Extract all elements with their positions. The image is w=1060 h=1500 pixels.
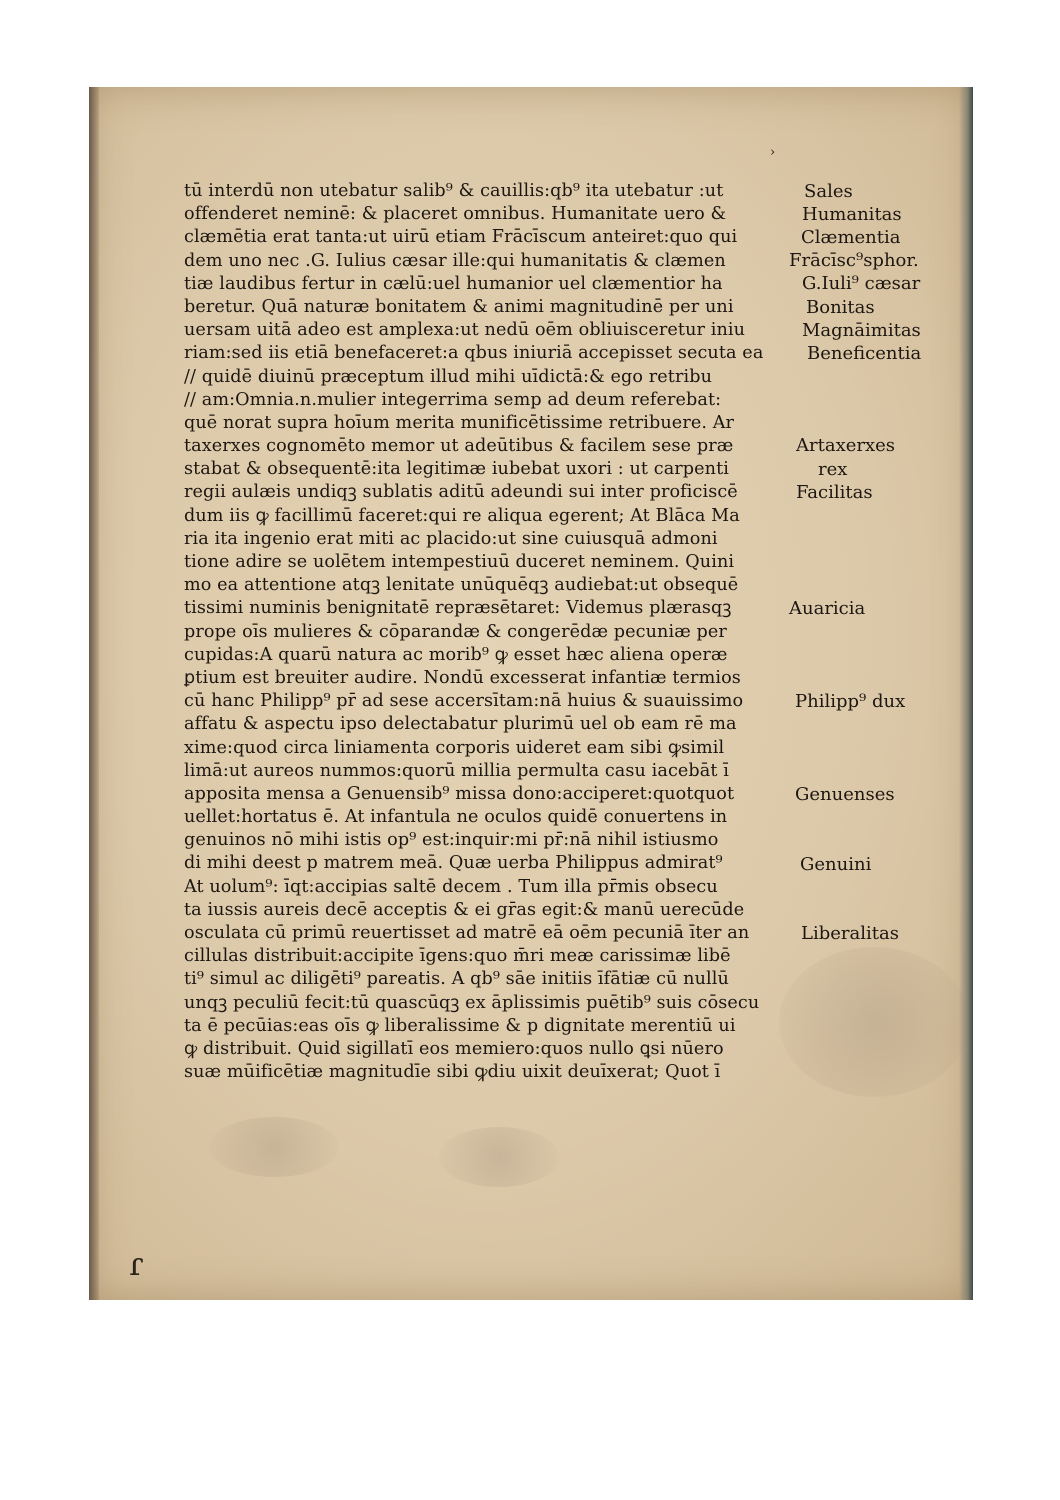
margin-note: Frācīsc⁹sphor. xyxy=(789,250,919,271)
text-line: prope oīs mulieres & cōparandæ & congerēdæ pecuniæ per xyxy=(184,621,727,642)
text-line: tissimi numinis benignitatē repræsētaret: Videmus plærasqꝫ xyxy=(184,598,732,619)
text-line: dem uno nec .G. Iulius cæsar ille:qui humanitatis & clæmen xyxy=(184,250,726,271)
text-line: riam:sed iis etiā benefaceret:a qbus iniuriā accepisset secuta ea xyxy=(184,343,764,364)
page-left-edge xyxy=(89,87,99,1300)
text-line: limā:ut aureos nummos:quorū millia permulta casu iacebāt ī xyxy=(184,760,729,781)
text-line: osculata cū primū reuertisset ad matrē eā oēm pecuniā īter an xyxy=(184,923,750,943)
margin-note: Humanitas xyxy=(802,204,902,225)
margin-note: Artaxerxes xyxy=(796,435,896,456)
text-line: ta ē pecūias:eas oīs ꝙ liberalissime & p dignitate merentiū ui xyxy=(184,1015,736,1036)
margin-note: Beneficentia xyxy=(807,343,922,364)
text-line: di mihi deest p matrem meā. Quæ uerba Philippus admirat⁹ xyxy=(184,853,723,874)
text-line: mo ea attentione atqꝫ lenitate unūquēqꝫ audiebat:ut obsequē xyxy=(184,575,739,596)
text-line: unqꝫ peculiū fecit:tū quascūqꝫ ex āplissimis puētib⁹ suis cōsecu xyxy=(184,992,760,1013)
stain-mark xyxy=(439,1127,559,1187)
text-line: stabat & obsequentē:ita legitimæ iubebat uxori : ut carpenti xyxy=(184,459,730,480)
text-line: regii aulæis undiqꝫ sublatis aditū adeundi sui inter proficiscē xyxy=(184,482,738,503)
margin-note: Facilitas xyxy=(796,482,873,503)
margin-note: G.Iuli⁹ cæsar xyxy=(802,273,921,294)
stain-mark xyxy=(209,1117,339,1177)
stain-mark xyxy=(779,947,969,1097)
text-line: quē norat supra hoīum merita munificētissime retribuere. Ar xyxy=(184,412,735,433)
margin-note: Auaricia xyxy=(789,598,866,619)
margin-note: Bonitas xyxy=(806,297,875,318)
text-line: tū interdū non utebatur salib⁹ & cauillis:qb⁹ ita utebatur :ut xyxy=(184,181,724,201)
text-line: affatu & aspectu ipso delectabatur plurimū uel ob eam rē ma xyxy=(184,714,737,735)
text-line: tiæ laudibus fertur in cælū:uel humanior uel clæmentior ha xyxy=(184,273,723,294)
text-line: ti⁹ simul ac diligēti⁹ pareatis. A qb⁹ sāe initiis īfātiæ cū nullū xyxy=(184,969,729,990)
text-line: offenderet neminē: & placeret omnibus. Humanitate uero & xyxy=(184,204,727,225)
text-line: ria ita ingenio erat miti ac placido:ut sine cuiusquā admoni xyxy=(184,528,718,549)
text-line: taxerxes cognomēto memor ut adeūtibus & facilem sese præ xyxy=(184,436,734,457)
text-line: cū hanc Philipp⁹ pr̄ ad sese accersītam:nā huius & suauissimo xyxy=(184,691,744,712)
book-page xyxy=(89,87,973,1300)
margin-note: Genuini xyxy=(800,854,872,875)
text-line: ta iussis aureis decē acceptis & ei gr̄as egit:& manū uerecūde xyxy=(184,899,745,920)
text-line: uersam uitā adeo est amplexa:ut nedū oēm obliuisceretur iniu xyxy=(184,320,746,341)
page-dot-mark: › xyxy=(770,145,776,160)
text-line: suæ mūificētiæ magnitudīe sibi ꝙdiu uixit deuīxerat; Quot ī xyxy=(184,1062,721,1083)
text-line: genuinos nō mihi istis op⁹ est:inquir:mi pr̄:nā nihil istiusmo xyxy=(184,830,719,851)
margin-note: Genuenses xyxy=(795,784,895,805)
text-line: // quidē diuinū præceptum illud mihi uīdictā:& ego retribu xyxy=(184,366,713,387)
text-line: ꝙ distribuit. Quid sigillatī eos memiero:quos nullo ꝗsi nūero xyxy=(184,1038,724,1059)
text-line: clæmētia erat tanta:ut uirū etiam Frācīscum anteiret:quo qui xyxy=(184,227,738,248)
text-line: dum iis ꝙ facillimū faceret:qui re aliqua egerent; At Blāca Ma xyxy=(184,505,740,526)
text-line: cillulas distribuit:accipite īgens:quo m̄ri meæ carissimæ libē xyxy=(184,946,731,967)
text-line: tione adire se uolētem intempestiuū duceret neminem. Quini xyxy=(184,552,735,572)
margin-note: rex xyxy=(818,459,848,480)
margin-note: Liberalitas xyxy=(801,923,899,944)
text-line: cupidas:A quarū natura ac morib⁹ ꝙ esset hæc aliena operæ xyxy=(184,644,728,665)
text-line: apposita mensa a Genuensib⁹ missa dono:acciperet:quotquot xyxy=(184,783,735,804)
margin-note: Clæmentia xyxy=(801,227,901,248)
text-line: beretur. Quā naturæ bonitatem & animi magnitudinē per uni xyxy=(184,296,734,317)
text-line: At uolum⁹: īqt:accipias saltē decem . Tum illa pr̄mis obsecu xyxy=(184,876,718,897)
margin-note: Sales xyxy=(804,181,853,202)
text-line: xime:quod circa liniamenta corporis uideret eam sibi ꝙsimil xyxy=(184,737,725,758)
margin-note: Philipp⁹ dux xyxy=(795,691,906,712)
margin-note: Magnāimitas xyxy=(802,320,921,341)
ink-mark: ɾ xyxy=(129,1245,144,1283)
body-text xyxy=(184,180,796,1084)
text-line: uellet:hortatus ē. At infantula ne oculos quidē conuertens in xyxy=(184,807,728,828)
text-line: // am:Omnia.n.mulier integerrima semp ad deum referebat: xyxy=(184,389,722,410)
text-line: ꝑtium est breuiter audire. Nondū excesserat infantiæ termios xyxy=(184,667,741,688)
